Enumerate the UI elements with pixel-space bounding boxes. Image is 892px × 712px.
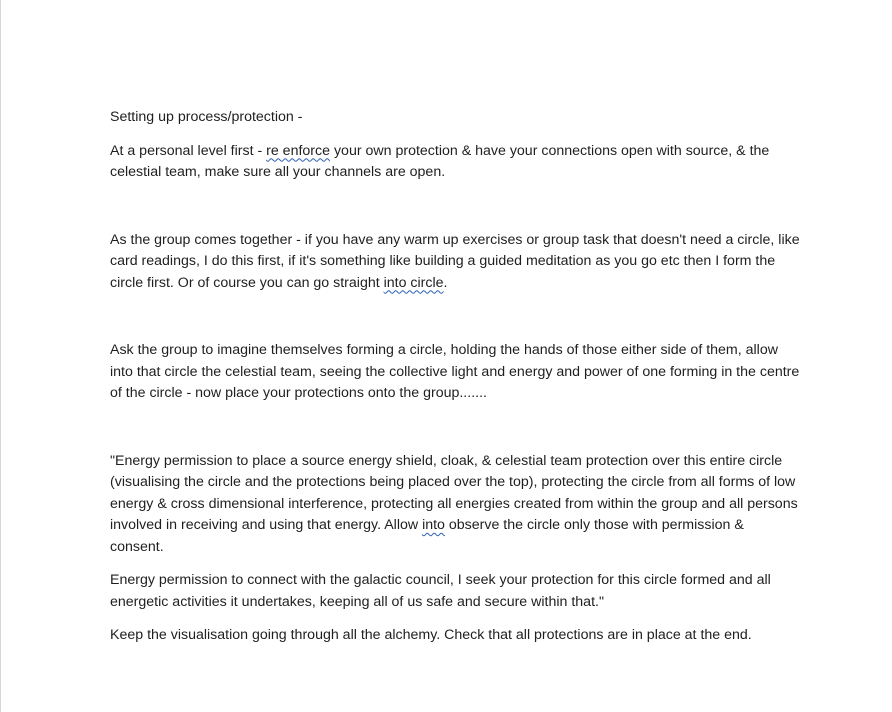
paragraph-text: As the group comes together - if you have any warm up exercises or group task that doesn't need a circle, like card readings, I do this first, if it's something like building a guided meditation as you go etc then I form the circle first. Or of course you can go straight [110, 231, 800, 291]
paragraph-text: At a personal level first - [110, 142, 267, 159]
paragraph-visualisation: Keep the visualisation going through all the alchemy. Check that all protections are in place at the end. [110, 627, 752, 643]
paragraph-galactic-council: Energy permission to connect with the galactic council, I seek your protection for this circle formed and all energetic activities it undertakes, keeping all of us safe and secure within that." [110, 572, 771, 610]
paragraph-text: "Energy permission to place a source energy shield, cloak, & celestial team protection over this entire circle (visualising the circle and the protections being placed over the top), protecting the circle from all forms of low energy & cross dimensional interference, protecting all energies created from within the group and all persons involved in receiving and using that energy. Allow [110, 452, 798, 533]
paragraph-text: your own protection & have your connections open with source, & the celestial team, make sure all your channels are open. [110, 142, 770, 180]
paragraph-energy-permission-shield [110, 451, 800, 559]
spelling-flag[interactable]: into [422, 517, 445, 533]
paragraph-group-comes-together [110, 230, 800, 295]
document-body[interactable] [110, 107, 800, 647]
paragraph-text: . [443, 274, 448, 291]
paragraph-text: observe the circle only those with permission & consent. [110, 517, 744, 555]
paragraph-personal-level [110, 141, 800, 184]
heading-paragraph: Setting up process/protection - [110, 109, 303, 125]
spelling-flag[interactable]: into circle [383, 274, 444, 291]
spelling-flag[interactable]: re enforce [266, 142, 331, 159]
paragraph-forming-circle: Ask the group to imagine themselves forming a circle, holding the hands of those either side of them, allow into that circle the celestial team, seeing the collective light and energy and power of one forming in the centre of the circle - now place your protections onto the group....... [110, 342, 800, 401]
